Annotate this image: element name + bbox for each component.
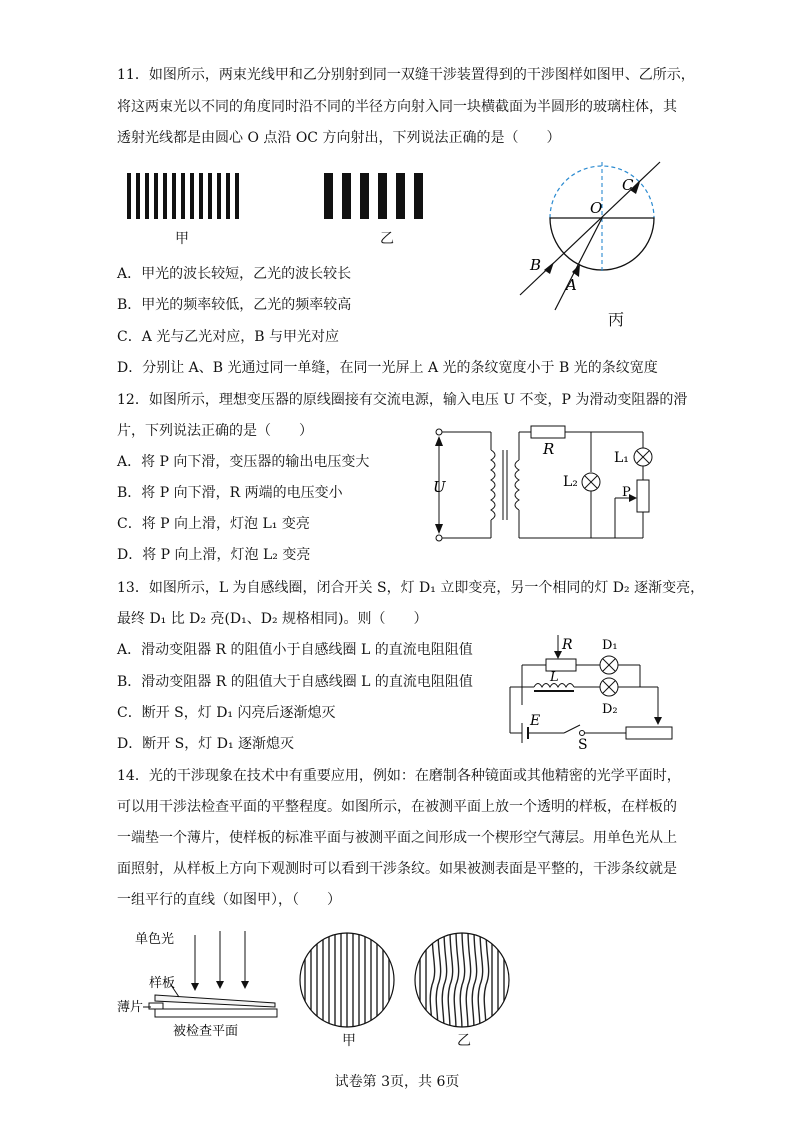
fig-label-U: U — [433, 478, 446, 496]
q14-stem-line5: 一组平行的直线（如图甲），（ ） — [117, 892, 341, 908]
fig-label-L2: L₂ — [563, 474, 578, 490]
q12-stem-line1: 12．如图所示，理想变压器的原线圈接有交流电源，输入电压 U 不变，P 为滑动变阻器的滑 — [117, 392, 688, 408]
q11-label-yi: 乙 — [380, 231, 394, 247]
q11-option-c[interactable]: C．A 光与乙光对应，B 与甲光对应 — [117, 329, 340, 345]
fig-label-B: B — [530, 256, 542, 274]
q13-stem-line1: 13．如图所示，L 为自感线圈，闭合开关 S，灯 D₁ 立即变亮，另一个相同的灯 D₂ 逐渐变亮， — [117, 580, 705, 596]
fig-label-L: L — [550, 670, 559, 685]
q13-inductor-circuit — [500, 625, 680, 750]
q11-option-d[interactable]: D．分别让 A、B 光通过同一单缝，在同一光屏上 A 光的条纹宽度小于 B 光的条纹宽度 — [117, 360, 658, 376]
fig-label-L1: L₁ — [614, 450, 629, 466]
fig-label-plate: 样板 — [149, 976, 176, 991]
fig-label-E: E — [530, 713, 541, 729]
q14-label-yi: 乙 — [457, 1033, 471, 1049]
q11-stem-line2: 将这两束光以不同的角度同时沿不同的半径方向射入同一块横截面为半圆形的玻璃柱体，其 — [117, 99, 677, 115]
fig-label-C: C — [622, 176, 634, 194]
q11-fringe-yi-full — [320, 165, 430, 255]
q14-stem-line4: 面照射，从样板上方向下观测时可以看到干涉条纹。如果被测表面是平整的，干涉条纹就是 — [117, 861, 677, 877]
q11-stem-line3: 透射光线都是由圆心 O 点沿 OC 方向射出，下列说法正确的是（ ） — [117, 130, 561, 146]
fringe-pattern-jia — [127, 173, 239, 219]
q14-fringes-straight — [297, 930, 397, 1030]
q12-option-b[interactable]: B．将 P 向下滑，R 两端的电压变小 — [117, 485, 343, 501]
q13-option-c[interactable]: C．断开 S，灯 D₁ 闪亮后逐渐熄灭 — [117, 705, 336, 721]
q14-fringes-curved — [412, 930, 512, 1030]
fig-label-A: A — [566, 276, 577, 294]
fig-label-shim: 薄片 — [117, 1000, 144, 1015]
page-footer: 试卷第 3页，共 6页 — [334, 1074, 460, 1090]
q11-semicircle-figure — [510, 150, 670, 335]
fig-label-P: P — [622, 485, 631, 500]
q13-stem-line2: 最终 D₁ 比 D₂ 亮(D₁、D₂ 规格相同)。则（ ） — [117, 611, 428, 627]
q14-wedge-setup — [115, 925, 295, 1050]
fig-label-D2: D₂ — [602, 702, 618, 717]
q12-option-c[interactable]: C．将 P 向上滑，灯泡 L₁ 变亮 — [117, 516, 310, 532]
fig-label-S: S — [578, 737, 588, 750]
q11-option-b[interactable]: B．甲光的频率较低，乙光的频率较高 — [117, 297, 352, 313]
fig-label-D1: D₁ — [602, 638, 618, 653]
q13-option-b[interactable]: B．滑动变阻器 R 的阻值大于自感线圈 L 的直流电阻阻值 — [117, 674, 473, 690]
q13-option-d[interactable]: D．断开 S，灯 D₁ 逐渐熄灭 — [117, 736, 295, 752]
q14-stem-line3: 一端垫一个薄片，使样板的标准平面与被测平面之间形成一个楔形空气薄层。用单色光从上 — [117, 830, 677, 846]
q13-option-a[interactable]: A．滑动变阻器 R 的阻值小于自感线圈 L 的直流电阻阻值 — [117, 642, 473, 658]
q14-label-jia: 甲 — [342, 1033, 356, 1049]
fig-label-surface: 被检查平面 — [173, 1024, 239, 1039]
q12-transformer-circuit — [425, 420, 665, 550]
fig-label-light: 单色光 — [135, 932, 175, 947]
q11-label-bing: 丙 — [608, 310, 625, 329]
fig-label-R: R — [562, 637, 573, 653]
q14-stem-line2: 可以用干涉法检查平面的平整程度。如图所示，在被测平面上放一个透明的样板，在样板的 — [117, 799, 677, 815]
q11-stem-line1: 11．如图所示，两束光线甲和乙分别射到同一双缝干涉装置得到的干涉图样如图甲、乙所示， — [117, 67, 695, 83]
q12-option-a[interactable]: A．将 P 向下滑，变压器的输出电压变大 — [117, 454, 370, 470]
fig-label-O: O — [590, 199, 603, 217]
q12-stem-line2: 片，下列说法正确的是（ ） — [117, 423, 313, 439]
fig-label-R: R — [543, 440, 555, 458]
q14-stem-line1: 14．光的干涉现象在技术中有重要应用，例如：在磨制各种镜面或其他精密的光学平面时， — [117, 768, 681, 784]
q11-label-jia: 甲 — [175, 231, 189, 247]
q11-option-a[interactable]: A．甲光的波长较短，乙光的波长较长 — [117, 266, 352, 282]
q12-option-d[interactable]: D．将 P 向上滑，灯泡 L₂ 变亮 — [117, 547, 311, 563]
